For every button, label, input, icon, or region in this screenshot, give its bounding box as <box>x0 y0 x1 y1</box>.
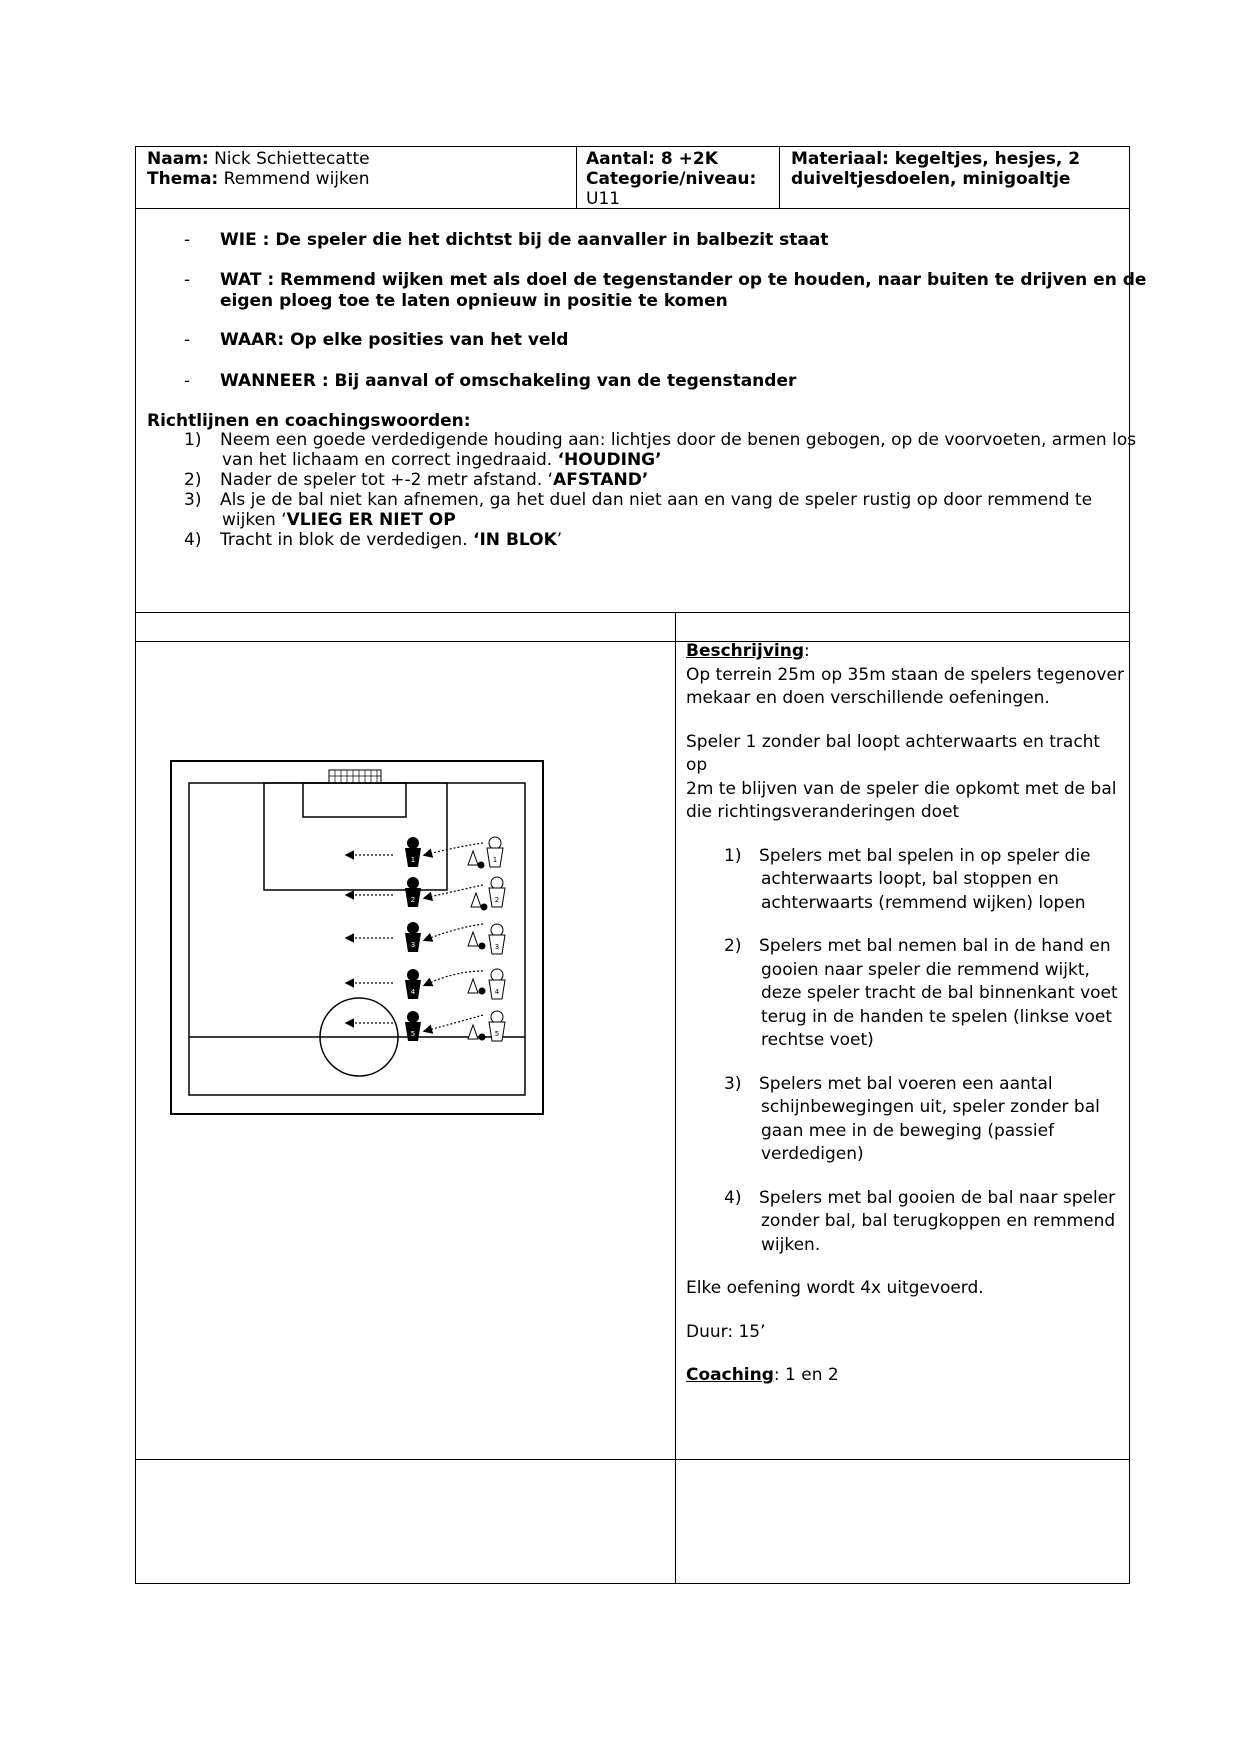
elke-oefening: Elke oefening wordt 4x uitgevoerd. <box>686 1278 984 1298</box>
richtlijn-plain: Tracht in blok de verdedigen. <box>220 530 474 550</box>
oefening-line: verdedigen) <box>761 1144 864 1164</box>
bullet-text-continued: eigen ploeg toe te laten opnieuw in positie te komen <box>220 291 728 311</box>
richtlijn-keyword: AFSTAND’ <box>553 470 649 490</box>
svg-text:3: 3 <box>410 941 416 949</box>
svg-text:5: 5 <box>410 1030 416 1038</box>
svg-text:1: 1 <box>410 856 416 864</box>
ball-icon <box>479 943 486 950</box>
bullet-text: WAAR: Op elke posities van het veld <box>220 330 569 350</box>
duur: Duur: 15’ <box>686 1321 766 1342</box>
defender-icon <box>405 877 421 907</box>
oefening-line: Spelers met bal gooien de bal naar speler <box>759 1187 1116 1208</box>
speler-line: 2m te blijven van de speler die opkomt met de bal <box>686 778 1117 799</box>
header-materiaal-cell <box>791 149 1080 189</box>
aantal-label: Aantal: 8 +2K <box>586 149 718 169</box>
section-line-1 <box>135 612 1130 613</box>
materiaal-line2: duiveltjesdoelen, minigoaltje <box>791 169 1071 189</box>
bullet-dash: - <box>184 230 191 250</box>
oefening-num: 2) <box>724 936 742 956</box>
svg-text:2: 2 <box>410 896 416 904</box>
oefening-num: 1) <box>724 845 742 866</box>
attacker-icon <box>489 1011 505 1041</box>
speler-line: Speler 1 zonder bal loopt achterwaarts en tracht op <box>686 731 1101 775</box>
beschrijving-heading <box>686 640 1126 664</box>
richtlijn-num: 3) <box>184 490 202 510</box>
goal-icon <box>329 770 381 783</box>
naam-value: Nick Schiettecatte <box>208 149 370 169</box>
beschrijving-title: Beschrijving <box>686 641 805 661</box>
bullet-dash: - <box>184 270 191 290</box>
richtlijn-line-continued <box>222 451 662 471</box>
cone-icon <box>468 851 478 865</box>
ball-icon <box>479 1034 486 1041</box>
cone-icon <box>468 932 478 946</box>
oefening-line: achterwaarts (remmend wijken) lopen <box>761 892 1086 913</box>
bullet-dash: - <box>184 330 191 350</box>
ball-icon <box>478 862 485 869</box>
header-divider-1 <box>576 146 577 208</box>
cone-icon <box>468 1025 478 1039</box>
richtlijn-plain: van het lichaam en correct ingedraaid. <box>222 450 558 470</box>
materiaal-line1: Materiaal: kegeltjes, hesjes, 2 <box>791 149 1081 169</box>
oefening-line: deze speler tracht de bal binnenkant voet <box>761 983 1118 1003</box>
table-border-left <box>135 146 136 1584</box>
svg-text:4: 4 <box>410 988 416 996</box>
richtlijn-keyword: VLIEG ER NIET OP <box>286 510 456 530</box>
richtlijn-line: Als je de bal niet kan afnemen, ga het duel dan niet aan en vang de speler rustig op door remmend te <box>220 490 1093 510</box>
svg-text:5: 5 <box>494 1030 500 1038</box>
pass-arrow <box>425 885 483 898</box>
svg-text:3: 3 <box>494 943 500 951</box>
ball-icon <box>481 904 488 911</box>
attacker-icon <box>489 877 505 907</box>
oefening-line: achterwaarts loopt, bal stoppen en <box>761 869 1059 889</box>
oefening-line: gooien naar speler die remmend wijkt, <box>761 959 1090 980</box>
oefening-line: schijnbewegingen uit, speler zonder bal <box>761 1097 1100 1117</box>
oefening-2 <box>686 935 1126 1053</box>
richtlijn-num: 4) <box>184 530 202 550</box>
thema-value: Remmend wijken <box>218 169 370 189</box>
richtlijn-tail: ’ <box>556 530 563 550</box>
defender-icon <box>405 837 421 867</box>
oefening-num: 4) <box>724 1187 742 1208</box>
oefening-3 <box>686 1073 1126 1167</box>
oefening-line: Spelers met bal nemen bal in de hand en <box>759 936 1111 956</box>
coaching-value: : 1 en 2 <box>773 1365 839 1385</box>
section-line-3 <box>135 1459 1130 1460</box>
oefening-line: rechtse voet) <box>761 1030 874 1050</box>
richtlijn-line <box>220 531 562 551</box>
intro-line: mekaar en doen verschillende oefeningen. <box>686 688 1050 708</box>
table-border-right <box>1129 146 1130 1584</box>
thema-label: Thema: <box>147 169 219 189</box>
categorie-label: Categorie/niveau: <box>586 169 757 189</box>
bullet-text: WAT : Remmend wijken met als doel de tegenstander op te houden, naar buiten te drijven en de <box>220 270 1147 290</box>
penalty-area <box>264 783 447 890</box>
player-row-4 <box>347 969 505 999</box>
column-divider <box>675 612 676 1583</box>
categorie-value: U11 <box>586 189 621 209</box>
richtlijn-num: 2) <box>184 470 202 490</box>
table-border-top <box>135 146 1130 147</box>
richtlijnen-title: Richtlijnen en coachingswoorden: <box>147 411 471 431</box>
beschrijving-column <box>686 640 1126 1388</box>
bullet-dash: - <box>184 371 191 391</box>
oefening-line: zonder bal, bal terugkoppen en remmend <box>761 1211 1116 1231</box>
svg-text:2: 2 <box>494 896 500 904</box>
oefening-line: Spelers met bal spelen in op speler die <box>759 845 1091 866</box>
oefening-4 <box>686 1187 1126 1258</box>
bullet-text: WIE : De speler die het dichtst bij de aanvaller in balbezit staat <box>220 230 829 250</box>
coaching-label: Coaching <box>686 1365 774 1385</box>
goal-area <box>303 783 406 817</box>
table-border-bottom <box>135 1583 1130 1584</box>
oefening-line: terug in de handen te spelen (linkse voet <box>761 1006 1113 1027</box>
oefening-1 <box>686 845 1126 916</box>
header-naam-cell <box>147 149 370 189</box>
header-divider-2 <box>779 146 780 208</box>
oefening-line: gaan mee in de beweging (passief <box>761 1120 1055 1141</box>
bullet-text: WANNEER : Bij aanval of omschakeling van de tegenstander <box>220 371 797 391</box>
richtlijn-plain: Nader de speler tot +-2 metr afstand. ‘ <box>220 470 554 490</box>
naam-label: Naam: <box>147 149 209 169</box>
player-row-2 <box>347 877 505 911</box>
richtlijn-keyword: ‘IN BLOK <box>473 530 557 550</box>
richtlijn-line-continued <box>222 511 456 531</box>
svg-text:4: 4 <box>494 988 500 996</box>
speler-line: die richtingsveranderingen doet <box>686 802 960 822</box>
defender-icon <box>405 969 421 999</box>
intro-line: Op terrein 25m op 35m staan de spelers tegenover <box>686 664 1124 685</box>
richtlijn-line: Neem een goede verdedigende houding aan: lichtjes door de benen gebogen, op de voorvoeten, armen los <box>220 430 1137 450</box>
player-row-3 <box>347 922 505 954</box>
svg-text:1: 1 <box>492 856 498 864</box>
cone-icon <box>468 979 478 993</box>
oefening-num: 3) <box>724 1073 742 1094</box>
player-row-1 <box>347 837 503 869</box>
defender-icon <box>405 922 421 952</box>
richtlijn-keyword: ‘HOUDING’ <box>557 450 662 470</box>
richtlijn-num: 1) <box>184 430 202 450</box>
oefening-line: Spelers met bal voeren een aantal <box>759 1073 1053 1094</box>
richtlijn-plain: wijken ‘ <box>222 510 287 530</box>
attacker-icon <box>489 924 505 954</box>
coaching-line <box>686 1364 1126 1388</box>
defender-icon <box>405 1011 421 1041</box>
cone-icon <box>471 893 481 907</box>
field-diagram <box>165 755 550 1125</box>
header-aantal-cell <box>586 149 756 209</box>
attacker-icon <box>487 837 503 867</box>
richtlijn-line <box>220 471 648 491</box>
beschrijving-colon: : <box>804 641 810 661</box>
ball-icon <box>479 988 486 995</box>
oefening-line: wijken. <box>761 1234 821 1255</box>
attacker-icon <box>489 969 505 999</box>
